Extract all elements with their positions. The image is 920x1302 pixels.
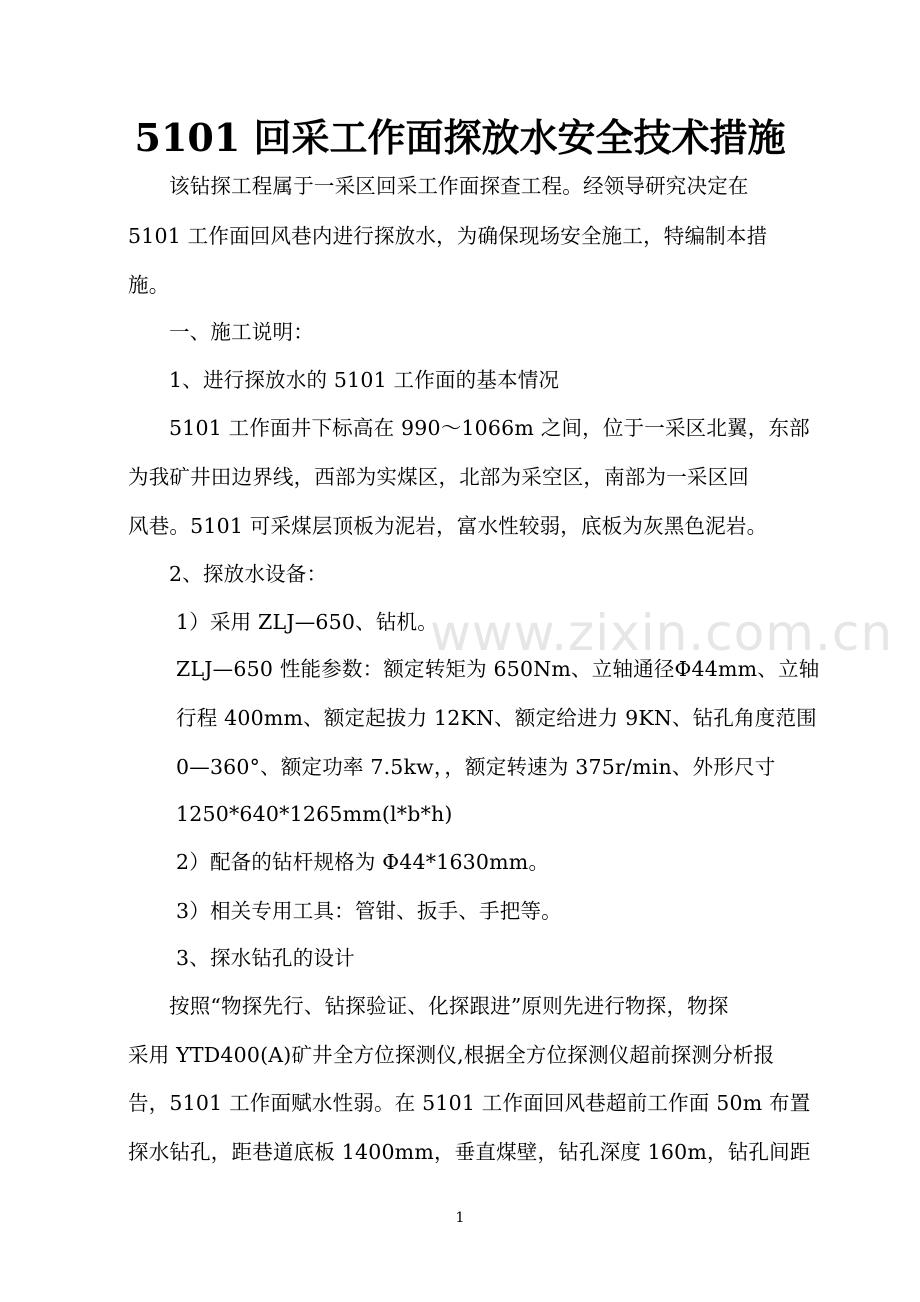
paragraph-line: ZLJ—650 性能参数：额定转矩为 650Nm、立轴通径Φ44mm、立轴 [176,657,820,681]
paragraph-line: 探水钻孔，距巷道底板 1400mm，垂直煤壁，钻孔深度 160m，钻孔间距 [128,1140,811,1164]
subsection-heading: 2、探放水设备： [169,562,328,586]
paragraph-line: 风巷。5101 可采煤层顶板为泥岩，富水性较弱，底板为灰黑色泥岩。 [128,514,768,538]
paragraph-line: 1250*640*1265mm(l*b*h) [176,802,453,826]
paragraph-line: 施。 [128,273,170,297]
paragraph-line: 5101 工作面井下标高在 990～1066m 之间，位于一采区北翼，东部 [169,416,810,440]
list-item: 2）配备的钻杆规格为 Φ44*1630mm。 [176,850,550,874]
paragraph-line: 0—360°、额定功率 7.5kw，，额定转速为 375r/min、外形尺寸 [176,755,776,779]
watermark: www.zixin.com.cn [430,604,894,662]
list-item: 1）采用 ZLJ—650、钻机。 [176,610,438,634]
section-heading: 一、施工说明： [169,320,314,344]
subsection-heading: 3、探水钻孔的设计 [176,946,355,970]
paragraph-line: 该钻探工程属于一采区回采工作面探查工程。经领导研究决定在 [169,174,749,198]
page-number: 1 [455,1210,465,1226]
list-item: 3）相关专用工具：管钳、扳手、手把等。 [176,899,562,923]
paragraph-line: 采用 YTD400(A)矿井全方位探测仪,根据全方位探测仪超前探测分析报 [128,1043,775,1067]
paragraph-line: 5101 工作面回风巷内进行探放水，为确保现场安全施工，特编制本措 [128,224,768,248]
paragraph-line: 告，5101 工作面赋水性弱。在 5101 工作面回风巷超前工作面 50m 布置 [128,1091,811,1115]
subsection-heading: 1、进行探放水的 5101 工作面的基本情况 [169,368,560,392]
paragraph-line: 行程 400mm、额定起拔力 12KN、额定给进力 9KN、钻孔角度范围 [176,706,817,730]
paragraph-line: 为我矿井田边界线，西部为实煤区，北部为采空区，南部为一采区回 [128,465,749,489]
paragraph-line: 按照“物探先行、钻探验证、化探跟进”原则先进行物探，物探 [169,994,729,1018]
document-title: 5101 回采工作面探放水安全技术措施 [134,115,786,160]
